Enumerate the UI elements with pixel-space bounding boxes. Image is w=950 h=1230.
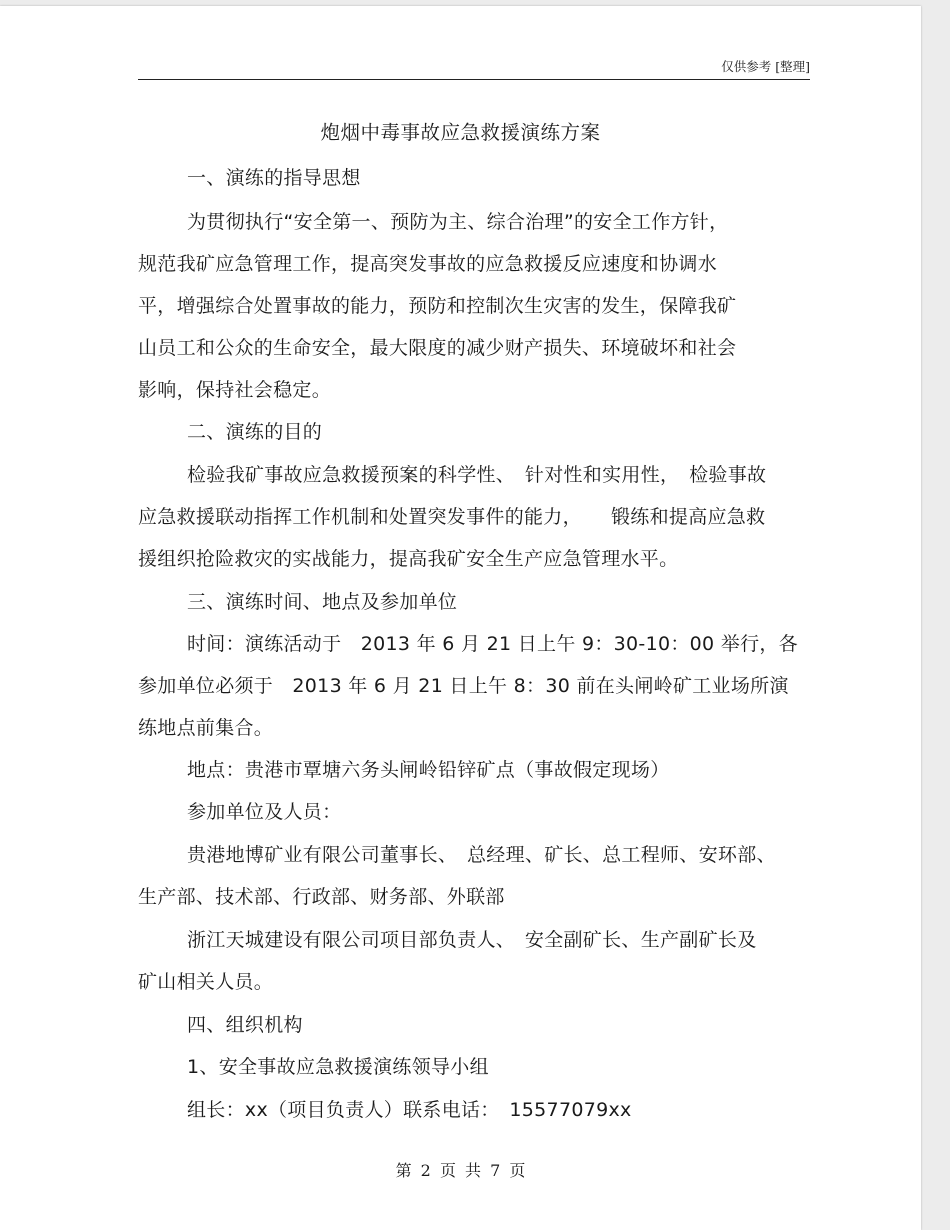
- paragraph-line: 生产部、技术部、行政部、财务部、外联部: [138, 886, 505, 908]
- paragraph-line: 检验我矿事故应急救援预案的科学性、 针对性和实用性， 检验事故: [187, 464, 767, 486]
- section-heading-2: 二、演练的目的: [187, 421, 323, 443]
- page-footer: 第 2 页 共 7 页: [395, 1161, 526, 1180]
- header-tag: 仅供参考 [整理]: [721, 59, 810, 74]
- paragraph-line: 应急救援联动指挥工作机制和处置突发事件的能力， 锻练和提高应急救: [138, 506, 766, 528]
- paragraph-line: 平，增强综合处置事故的能力，预防和控制次生灾害的发生，保障我矿: [138, 295, 737, 317]
- paragraph-line: 地点：贵港市覃塘六务头闸岭铅锌矿点（事故假定现场）: [187, 759, 670, 781]
- paragraph-line: 为贯彻执行“安全第一、预防为主、综合治理”的安全工作方针，: [187, 211, 729, 233]
- paragraph-line: 时间：演练活动于 2013 年 6 月 21 日上午 9：30-10：00 举行，各: [187, 633, 798, 655]
- paragraph-line: 参加单位必须于 2013 年 6 月 21 日上午 8：30 前在头闸岭矿工业场所演: [138, 675, 789, 697]
- page-header: [138, 55, 810, 80]
- document-page: [0, 6, 921, 1230]
- section-heading-4: 四、组织机构: [187, 1014, 303, 1036]
- paragraph-line: 练地点前集合。: [138, 717, 274, 739]
- paragraph-line: 援组织抢险救灾的实战能力，提高我矿安全生产应急管理水平。: [138, 548, 679, 570]
- section-heading-3: 三、演练时间、地点及参加单位: [187, 591, 458, 613]
- paragraph-line: 组长：xx（项目负责人）联系电话： 15577079xx: [187, 1099, 632, 1121]
- document-title: 炮烟中毒事故应急救援演练方案: [320, 121, 601, 144]
- paragraph-line: 影响，保持社会稳定。: [138, 379, 332, 401]
- paragraph-line: 1、安全事故应急救援演练领导小组: [187, 1056, 489, 1078]
- paragraph-line: 贵港地博矿业有限公司董事长、 总经理、矿长、总工程师、安环部、: [187, 844, 776, 866]
- paragraph-line: 参加单位及人员：: [187, 801, 342, 823]
- paragraph-line: 山员工和公众的生命安全，最大限度的减少财产损失、环境破坏和社会: [138, 337, 737, 359]
- paragraph-line: 矿山相关人员。: [138, 971, 274, 993]
- paragraph-line: 规范我矿应急管理工作，提高突发事故的应急救援反应速度和协调水: [138, 253, 718, 275]
- section-heading-1: 一、演练的指导思想: [187, 167, 361, 189]
- paragraph-line: 浙江天城建设有限公司项目部负责人、 安全副矿长、生产副矿长及: [187, 929, 757, 951]
